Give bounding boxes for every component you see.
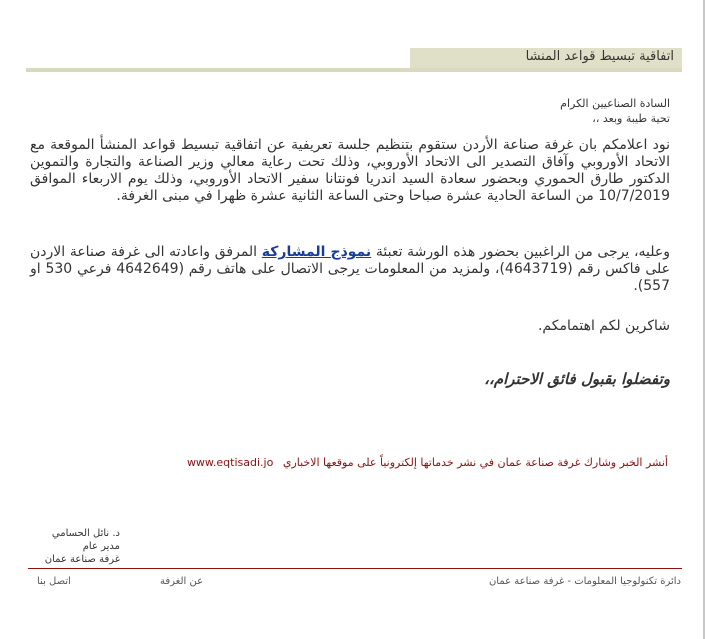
registration-text-start: وعليه، يرجى من الراغبين بحضور هذه الورشة تعبئة: [371, 244, 670, 260]
salutation-line: السادة الصناعيين الكرام: [560, 97, 670, 110]
signature-position: مدير عام: [82, 541, 120, 552]
participation-form-link[interactable]: نموذج المشاركة: [261, 244, 372, 260]
title-divider: [26, 68, 682, 72]
footer-divider: [28, 568, 682, 569]
thanks-line: شاكرين لكم اهتمامكم.: [537, 318, 670, 334]
promo-banner: [187, 456, 668, 469]
promo-site-link[interactable]: www.eqtisadi.jo: [186, 456, 274, 469]
footer-department: دائرة تكنولوجيا المعلومات - غرفة صناعة عمان: [488, 576, 681, 587]
footer-contact-link[interactable]: اتصل بنا: [37, 576, 71, 587]
signature-block: [30, 527, 120, 566]
promo-text: أنشر الخبر وشارك غرفة صناعة عمان في نشر خدماتها إلكترونياً على موقعها الاخباري: [282, 456, 668, 469]
signature-name: د. نائل الحسامي: [51, 528, 120, 539]
registration-paragraph: [30, 244, 670, 295]
footer-about-link[interactable]: عن الغرفة: [160, 576, 204, 587]
greeting-line: تحية طيبة وبعد ،،: [592, 112, 670, 125]
closing-line: وتفضلوا بقبول فائق الاحترام،،: [484, 370, 670, 388]
signature-org: غرفة صناعة عمان: [44, 554, 120, 565]
salutation: [560, 96, 670, 126]
page-title: اتفاقية تبسيط قواعد المنشا: [525, 49, 674, 64]
announcement-paragraph: نود اعلامكم بان غرفة صناعة الأردن ستقوم بتنظيم جلسة تعريفية عن اتفاقية تبسيط قواعد المنشأ الموقعة مع الاتحاد الأوروبي وآفاق التصدير الى الاتحاد الأوروبي، وذلك تحت رعاية معالي وزير الصناعة والتجارة والتموين الدكتور طارق الحموري وبحضور سعادة السيد اندريا فونتانا سفير الاتحاد الأوروبي، وذلك يوم الاربعاء الموافق 10/7/2019 من الساعة الحادية عشرة صباحا وحتى الساعة الثانية عشرة ظهرا في مبنى الغرفة.: [30, 137, 670, 204]
title-bar: [410, 48, 682, 68]
registration-text-end: المرفق واعادته الى غرفة صناعة الاردن على فاكس رقم (4643719)، ولمزيد من المعلومات يرجى الاتصال على هاتف رقم (4642649 فرعي 530 او 557).: [30, 244, 671, 294]
